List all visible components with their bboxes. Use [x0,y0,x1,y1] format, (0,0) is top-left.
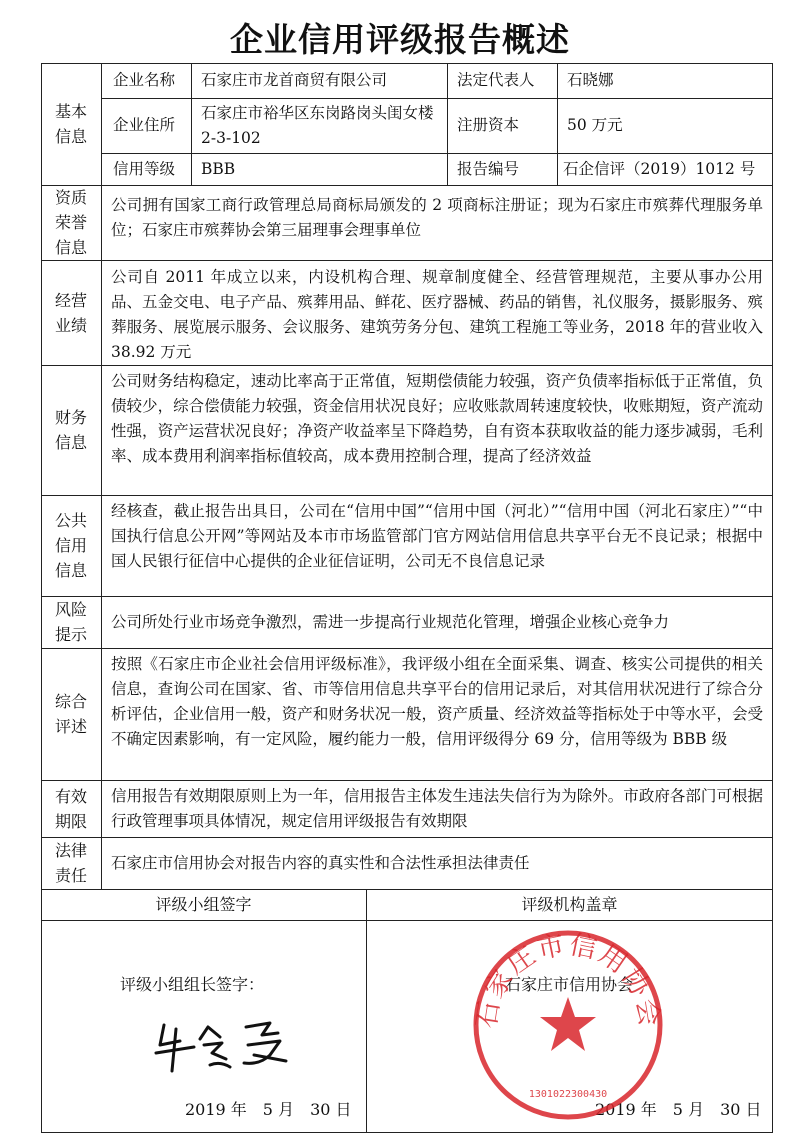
company-name-label: 企业名称 [113,71,176,89]
capital-value: 50 万元 [567,116,623,134]
rating-value: BBB [201,159,236,178]
address-label: 企业住所 [113,116,176,134]
svg-text:石家庄市信用协会: 石家庄市信用协会 [470,929,666,1031]
finance-label: 财务信息 [54,408,87,452]
sign-date-right: 2019 年 5 月 30 日 [595,1100,762,1119]
review-label: 综合评述 [54,692,87,736]
performance-text: 公司自 2011 年成立以来，内设机构合理、规章制度健全、经营管理规范，主要从事办公用品、五金交电、电子产品、殡葬用品、鲜花、医疗器械、药品的销售，礼仪服务，摄影服务、殡葬服务、展览展示服务、会议服务、建筑劳务分包、建筑工程施工等业务，2018 年的营业收入 38.92 万元 [111,268,763,361]
legal-text: 石家庄市信用协会对报告内容的真实性和合法性承担法律责任 [111,853,530,872]
report-no-value: 石企信评（2019）1012 号 [563,159,756,178]
basic-info-label: 基本信息 [54,102,87,146]
public-credit-text: 经核查，截止报告出具日，公司在“信用中国”“信用中国（河北）”“信用中国（河北石家庄）”“中国执行信息公开网”等网站及本市市场监管部门官方网站信用信息共享平台无不良记录；根据中国人民银行征信中心提供的企业征信证明，公司无不良信息记录 [111,502,763,570]
review-text: 按照《石家庄市企业社会信用评级标准》，我评级小组在全面采集、调查、核实公司提供的相关信息，查询公司在国家、省、市等信用信息共享平台的信用记录后，对其信用状况进行了综合分析评估，企业信用一般，资产和财务状况一般，资产质量、经济效益等指标处于中等水平，会受不确定因素影响，有一定风险，履约能力一般，信用评级得分 69 分，信用等级为 BBB 级 [111,655,763,748]
official-seal [468,925,668,1125]
legal-rep-value: 石晓娜 [567,71,614,89]
validity-text: 信用报告有效期限原则上为一年，信用报告主体发生违法失信行为为除外。市政府各部门可根据行政管理事项具体情况，规定信用评级报告有效期限 [111,787,763,830]
qualification-label: 资质荣誉信息 [54,188,87,257]
org-stamp-header: 评级机构盖章 [521,895,618,914]
sign-date-left: 2019 年 5 月 30 日 [185,1100,352,1119]
public-credit-label: 公共信用信息 [54,511,87,580]
validity-label: 有效期限 [54,786,87,831]
legal-label: 法律责任 [54,841,87,885]
leader-sign-label: 评级小组组长签字： [120,975,265,994]
performance-label: 经营业绩 [54,290,87,335]
finance-text: 公司财务结构稳定，速动比率高于正常值，短期偿债能力较强，资产负债率指标低于正常值，负债较少，综合偿债能力较强，资金信用状况良好；应收账款周转速度较快，收账期短，资产流动性强，资产运营状况良好；净资产收益率呈下降趋势，自有资本获取收益的能力逐步减弱，毛利率、成本费用利润率指标值较高，成本费用控制合理，提高了经济效益 [111,372,763,465]
team-sign-header: 评级小组签字 [155,895,252,914]
address-value: 石家庄市裕华区东岗路岗头闺女楼 2-3-102 [201,103,434,147]
report-no-label: 报告编号 [457,159,520,178]
handwritten-signature [150,1015,320,1075]
page-title: 企业信用评级报告概述 [230,20,570,59]
risk-label: 风险提示 [54,600,87,644]
capital-label: 注册资本 [457,116,520,134]
org-name: 石家庄市信用协会 [505,975,634,994]
qualification-text: 公司拥有国家工商行政管理总局商标局颁发的 2 项商标注册证；现为石家庄市殡葬代理服务单位；石家庄市殡葬协会第三届理事会理事单位 [111,196,763,239]
legal-rep-label: 法定代表人 [457,71,535,89]
company-name-value: 石家庄市龙首商贸有限公司 [201,71,388,89]
svg-text:1301022300430: 1301022300430 [528,1089,608,1100]
risk-text: 公司所处行业市场竞争激烈，需进一步提高行业规范化管理，增强企业核心竞争力 [111,612,670,631]
rating-label: 信用等级 [113,159,176,178]
